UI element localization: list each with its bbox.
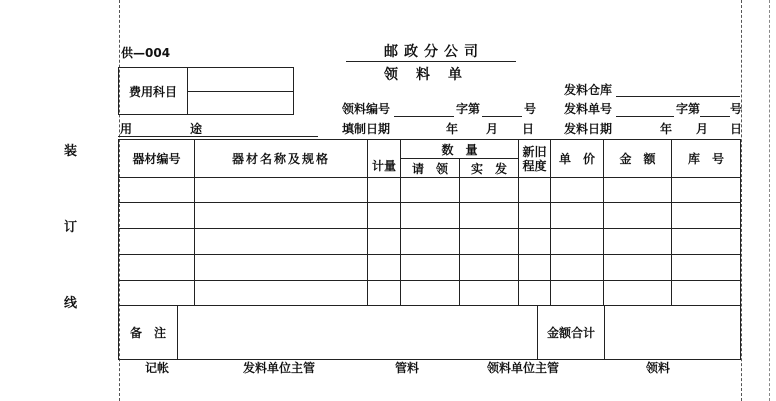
purpose-underline	[118, 136, 318, 137]
issue-number-label: 发料单号	[564, 102, 613, 116]
fee-subject-box	[118, 67, 294, 115]
fill-day: 日	[522, 122, 535, 136]
issue-date-label: 发料日期	[564, 122, 613, 136]
col-requested: 请 领	[401, 159, 460, 178]
remarks-label: 备 注	[119, 306, 178, 359]
binding-text-xian: 线	[64, 296, 78, 311]
col-quantity: 数 量	[401, 140, 519, 159]
col-unit-price: 单 价	[551, 140, 604, 178]
fill-year: 年	[446, 122, 459, 136]
issue-warehouse-label: 发料仓库	[564, 83, 613, 97]
fill-date-label: 填制日期	[342, 122, 391, 136]
col-bin-no: 库 号	[672, 140, 741, 178]
document-title: 领料单	[384, 67, 480, 83]
fill-month: 月	[486, 122, 499, 136]
col-item-name: 器材名称及规格	[195, 140, 368, 178]
col-condition-line1: 新旧	[522, 144, 547, 159]
company-name: 邮政分公司	[384, 44, 484, 60]
issue-year: 年	[660, 122, 673, 136]
col-amount: 金 额	[604, 140, 672, 178]
col-condition	[519, 140, 551, 178]
issue-hao: 号	[730, 102, 743, 116]
col-issued: 实 发	[460, 159, 519, 178]
issue-month: 月	[696, 122, 709, 136]
total-amount-field	[605, 306, 740, 359]
form-id: 供—004	[121, 46, 171, 60]
issue-day: 日	[730, 122, 743, 136]
issue-zi-di: 字第	[676, 102, 701, 116]
purpose-label-2: 途	[190, 122, 203, 136]
signature-issuing-supervisor: 发料单位主管	[243, 361, 316, 375]
table-row	[119, 281, 741, 306]
binding-text-zhuang: 装	[64, 144, 78, 159]
col-unit: 计量	[368, 140, 401, 178]
table-header-row-1	[119, 140, 741, 159]
req-no-underline-1	[394, 116, 454, 117]
remarks-field	[178, 306, 538, 359]
purpose-label-1: 用	[120, 122, 133, 136]
signature-receiving-supervisor: 领料单位主管	[487, 361, 560, 375]
issue-no-underline-2	[700, 116, 730, 117]
signature-receiver: 领料	[646, 361, 671, 375]
requisition-table	[118, 139, 741, 360]
binding-text-ding: 订	[64, 220, 78, 235]
warehouse-underline	[616, 96, 740, 97]
page-edge-line-right	[741, 0, 742, 401]
req-zi-di: 字第	[456, 102, 481, 116]
signature-bookkeeping: 记帐	[145, 361, 170, 375]
table-row	[119, 229, 741, 255]
req-no-underline-2	[482, 116, 522, 117]
requisition-number-label: 领料编号	[342, 102, 391, 116]
col-item-no: 器材编号	[119, 140, 195, 178]
total-amount-label: 金额合计	[538, 306, 605, 359]
table-footer-row	[119, 306, 741, 360]
table-row	[119, 203, 741, 229]
issue-no-underline-1	[616, 116, 674, 117]
table-row	[119, 178, 741, 203]
req-hao: 号	[524, 102, 537, 116]
page-edge-line-outer	[769, 0, 770, 401]
signature-storekeeper: 管料	[395, 361, 420, 375]
table-row	[119, 255, 741, 281]
col-condition-line2: 程度	[522, 158, 547, 173]
fee-subject-label: 费用科目	[119, 68, 188, 114]
fee-subject-divider	[187, 91, 293, 92]
title-underline	[346, 61, 516, 62]
